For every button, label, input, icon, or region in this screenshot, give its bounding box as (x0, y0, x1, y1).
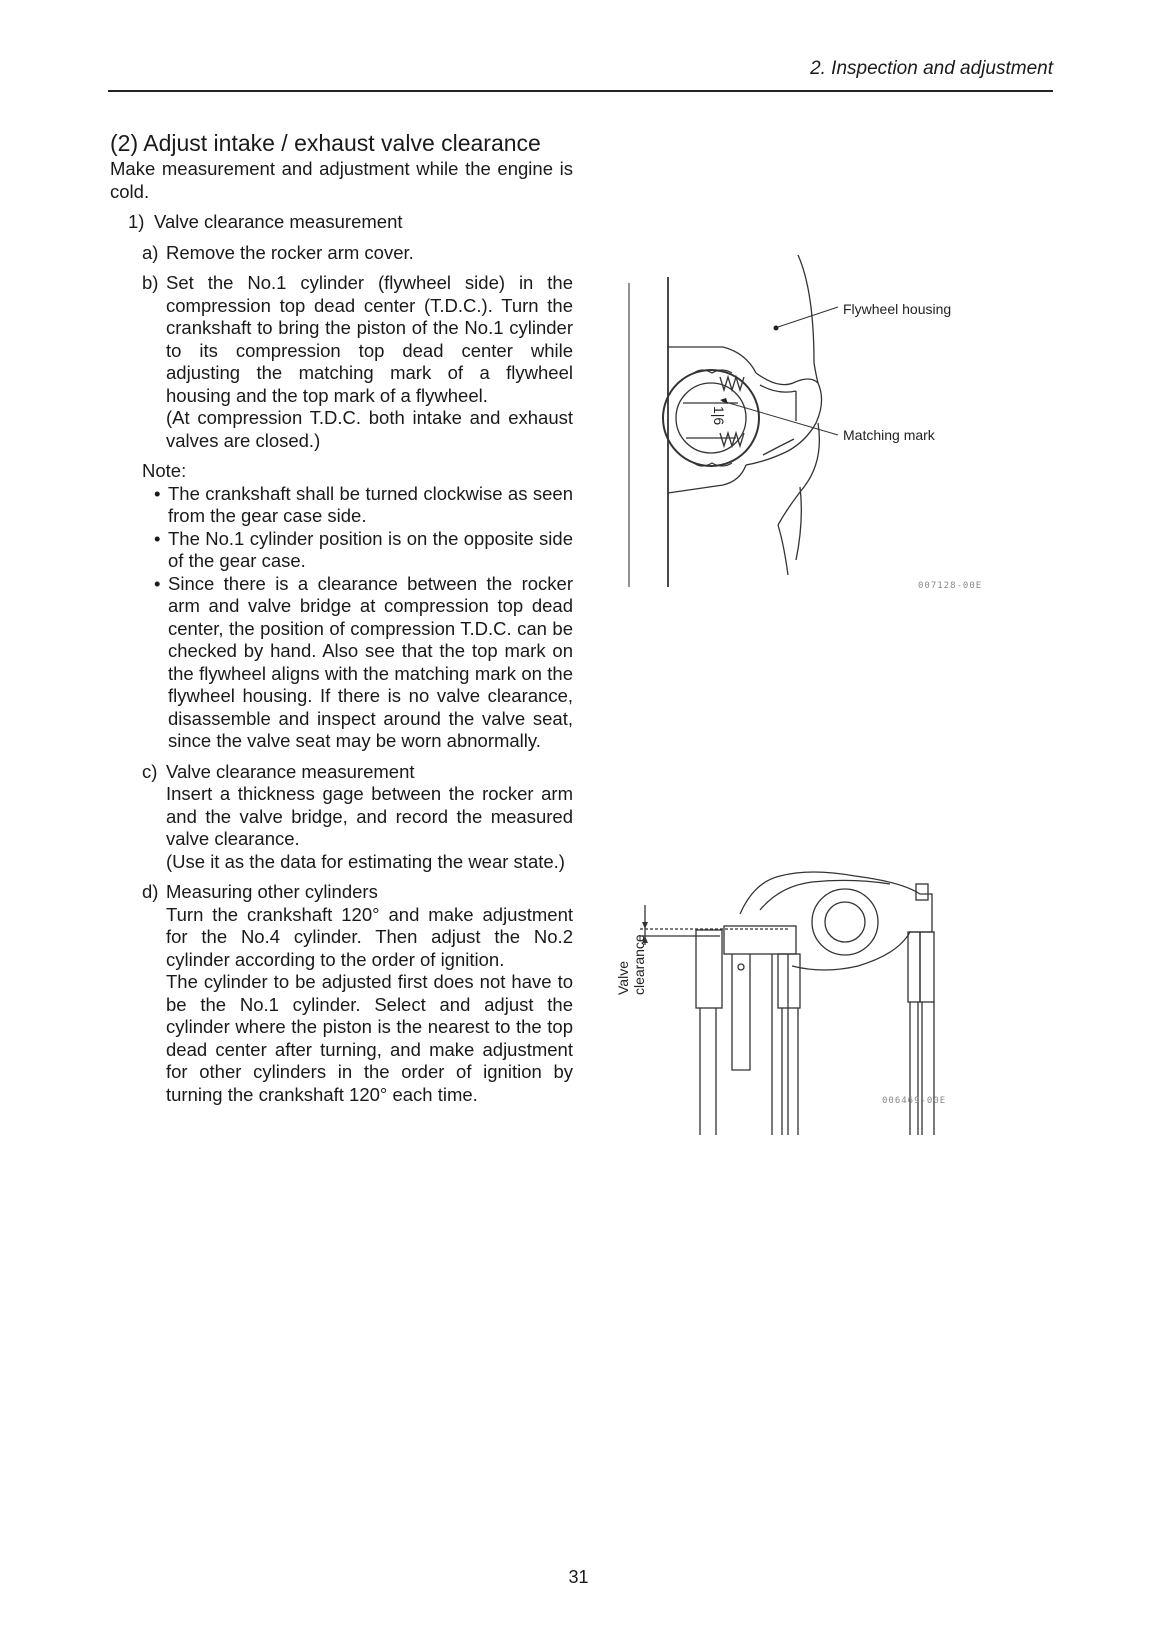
figure-1-code: 007128-00E (918, 581, 983, 591)
step-1-marker: 1) (128, 211, 145, 232)
step-1 (110, 211, 573, 234)
note-text-3: Since there is a clearance between the rocker arm and valve bridge at compression top dead center, the position of compression T.D.C. can be checked by hand. Also see that the top mark on the flywheel aligns with the matching mark on the flywheel housing. If there is no valve clearance, disassemble and inspect around the valve seat, since the valve seat may be worn abnormally. (168, 572, 573, 751)
step-d-text2: The cylinder to be adjusted first does not have to be the No.1 cylinder. Select and adjust the cylinder where the piston is the nearest to the top dead center after turning, and make adjustment for other cylinders in the order of ignition by turning the crankshaft 120° each time. (166, 971, 573, 1105)
step-b-marker: b) (142, 272, 159, 293)
step-a (110, 242, 573, 265)
section-title: (2) Adjust intake / exhaust valve clearance (110, 130, 541, 156)
note-item-2 (110, 528, 573, 573)
note-bullet-2: • (154, 527, 161, 549)
note-title: Note: (142, 460, 187, 481)
step-b-text: Set the No.1 cylinder (flywheel side) in the compression top dead center (T.D.C.). Turn the crankshaft to bring the piston of the No.1 cylinder to its compression top dead center while adjusting the matching mark of a flywheel housing and the top mark of a flywheel. (166, 272, 573, 406)
note-text-2: The No.1 cylinder position is on the opposite side of the gear case. (168, 527, 573, 571)
step-d-text: Turn the crankshaft 120° and make adjustment for the No.4 cylinder. Then adjust the No.2 cylinder according to the order of ignition. (166, 903, 573, 970)
flywheel-number: 1|6 (711, 406, 727, 426)
header-rule (108, 90, 1053, 92)
rocker-arm-figure (615, 870, 1000, 1160)
step-d-title: Measuring other cylinders (166, 881, 378, 902)
flywheel-figure (628, 255, 1028, 600)
note-bullet-3: • (154, 572, 161, 594)
figure-2-code: 006469-00E (882, 1096, 947, 1106)
step-c-text: Insert a thickness gage between the rocker arm and the valve bridge, and record the measured valve clearance. (166, 783, 573, 849)
label-matching-mark: Matching mark (843, 427, 935, 443)
step-c-text2: (Use it as the data for estimating the wear state.) (166, 850, 565, 872)
step-b (110, 272, 573, 452)
step-c-marker: c) (142, 760, 158, 782)
header-title: 2. Inspection and adjustment (810, 58, 1053, 79)
label-valve: Valve (615, 961, 631, 995)
step-d (110, 881, 573, 1106)
note-item-3 (110, 573, 573, 753)
page-number: 31 (568, 1567, 589, 1587)
step-b-text2: (At compression T.D.C. both intake and exhaust valves are closed.) (166, 407, 573, 451)
label-clearance: clearance (631, 934, 647, 995)
note-text-1: The crankshaft shall be turned clockwise as seen from the gear case side. (168, 482, 573, 526)
label-flywheel-housing: Flywheel housing (843, 301, 952, 317)
section-intro: Make measurement and adjustment while the engine is cold. (110, 158, 573, 202)
step-c-title: Valve clearance measurement (166, 760, 415, 782)
note-item-1 (110, 483, 573, 528)
step-c (110, 761, 573, 874)
step-d-marker: d) (142, 881, 159, 902)
step-1-title: Valve clearance measurement (154, 211, 403, 232)
note-bullet-1: • (154, 482, 161, 504)
step-a-marker: a) (142, 241, 159, 263)
step-a-text: Remove the rocker arm cover. (166, 241, 414, 263)
main-text-column (110, 128, 573, 1106)
